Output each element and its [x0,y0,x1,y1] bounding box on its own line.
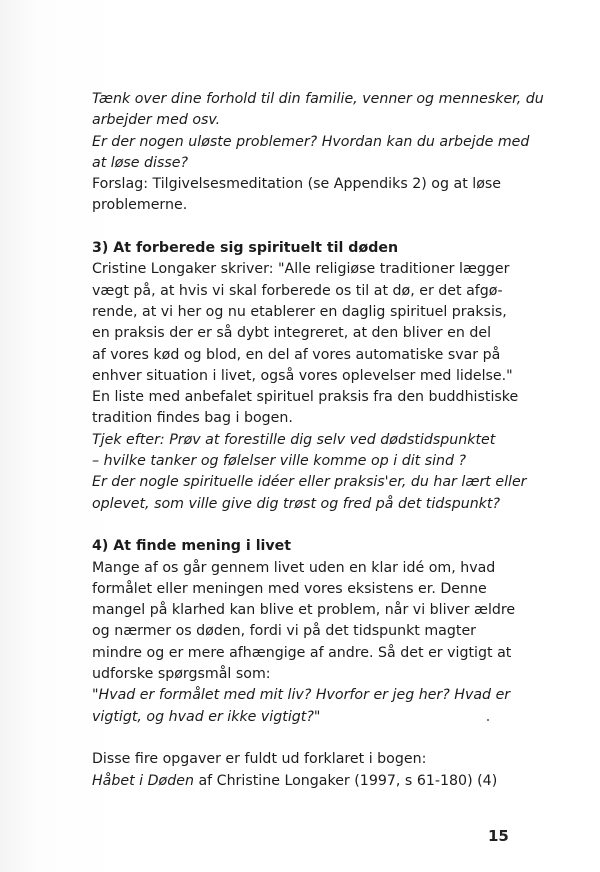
page-text [92,89,544,792]
closing-line: Disse fire opgaver er fuldt ud forklaret i bogen: [92,751,427,768]
section-4-italic-line: "Hvad er formålet med mit liv? Hvorfor er jeg her? Hvad er [92,687,511,704]
section-4-line: mangel på klarhed kan blive et problem, når vi bliver ældre [92,602,516,619]
section-4-heading: 4) At finde mening i livet [92,538,292,555]
section-3-line: af vores kød og blod, en del af vores automatiske svar på [92,346,501,363]
section-3-italic-line: Er der nogle spirituelle idéer eller praksis'er, du har lært eller [92,474,527,491]
section-3-line: tradition findes bag i bogen. [92,410,293,427]
section-4-line: udforske spørgsmål som: [92,666,271,683]
section-3-italic-line: – hvilke tanker og følelser ville komme op i dit sind ? [92,453,467,470]
reference-rest: af Christine Longaker (1997, s 61-180) (4) [193,772,498,789]
section-4-line: mindre og er mere afhængige af andre. Så det er vigtigt at [92,644,512,661]
paragraph-gap [92,515,522,536]
page-number: 15 [488,827,509,845]
closing-reference [92,771,522,792]
book-title: Håbet i Døden [92,772,194,789]
intro-line: problemerne. [92,197,188,214]
paragraph-gap [92,728,522,749]
intro-italic-line: at løse disse? [92,154,189,171]
section-4-italic-line: vigtigt, og hvad er ikke vigtigt?" [92,708,321,725]
section-3-heading: 3) At forberede sig spirituelt til døden [92,240,399,257]
section-3-line: rende, at vi her og nu etablerer en daglig spirituel praksis, [92,303,507,320]
section-4-line: Mange af os går gennem livet uden en klar idé om, hvad [92,559,496,576]
section-3-italic-line: Tjek efter: Prøv at forestille dig selv ved dødstidspunktet [92,431,496,448]
intro-line: Forslag: Tilgivelsesmeditation (se Appendiks 2) og at løse [92,176,502,193]
intro-italic-line: Tænk over dine forhold til din familie, venner og mennesker, du [92,91,544,107]
section-3-line: en praksis der er så dybt integreret, at den bliver en del [92,325,492,342]
section-4-line: formålet eller meningen med vores eksistens er. Denne [92,580,487,597]
paragraph-gap [92,217,522,238]
section-3-italic-line: oplevet, som ville give dig trøst og fred på det tidspunkt? [92,495,500,512]
section-3-line: vægt på, at hvis vi skal forberede os til at dø, er det afgø- [92,282,503,299]
intro-italic-line: arbejder med osv. [92,112,221,129]
section-4-line: og nærmer os døden, fordi vi på det tidspunkt magter [92,623,477,640]
section-3-line: enhver situation i livet, også vores oplevelser med lidelse." [92,367,513,384]
print-speck [487,719,489,721]
section-3-line: En liste med anbefalet spirituel praksis fra den buddhistiske [92,389,519,406]
intro-italic-line: Er der nogen uløste problemer? Hvordan kan du arbejde med [92,133,530,150]
section-3-line: Cristine Longaker skriver: "Alle religiøse traditioner lægger [92,261,510,278]
